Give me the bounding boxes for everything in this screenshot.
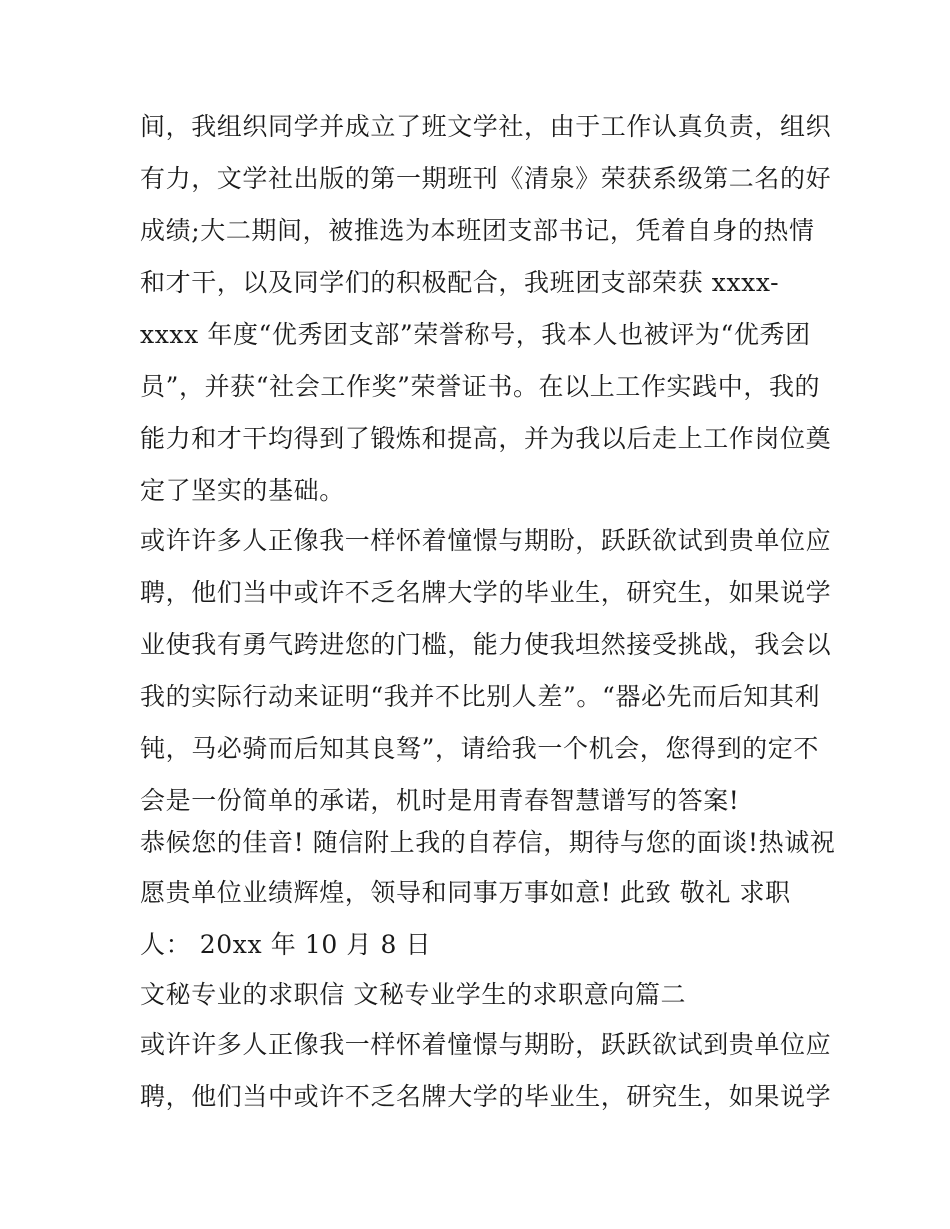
text-line: 愿贵单位业绩辉煌，领导和同事万事如意! 此致 敬礼 求职 [140, 878, 791, 907]
text-line: 钝，马必骑而后知其良驽”，请给我一个机会，您得到的定不 [140, 734, 819, 763]
text-line: 会是一份简单的承诺，机时是用青春智慧谱写的答案! [140, 786, 740, 815]
text-line: 我的实际行动来证明“我并不比别人差”。“器必先而后知其利 [140, 682, 821, 711]
text-line: 恭候您的佳音! 随信附上我的自荐信，期待与您的面谈!热诚祝 [140, 828, 836, 857]
text-line: 员”，并获“社会工作奖”荣誉证书。在以上工作实践中，我的 [140, 372, 821, 401]
text-line: 或许许多人正像我一样怀着憧憬与期盼，跃跃欲试到贵单位应 [140, 1030, 832, 1059]
text-line: 有力，文学社出版的第一期班刊《清泉》荣获系级第二名的好 [140, 164, 832, 193]
text-line: 聘，他们当中或许不乏名牌大学的毕业生，研究生，如果说学 [140, 578, 832, 607]
text-line: 业使我有勇气跨进您的门槛，能力使我坦然接受挑战，我会以 [140, 630, 832, 659]
text-line: 和才干，以及同学们的积极配合，我班团支部荣获 xxxx- [140, 268, 780, 297]
text-line: 或许许多人正像我一样怀着憧憬与期盼，跃跃欲试到贵单位应 [140, 526, 832, 555]
text-line: 间，我组织同学并成立了班文学社，由于工作认真负责，组织 [140, 112, 832, 141]
text-line: 能力和才干均得到了锻炼和提高，并为我以后走上工作岗位奠 [140, 424, 832, 453]
section-title: 文秘专业的求职信 文秘专业学生的求职意向篇二 [140, 980, 687, 1009]
text-line: 成绩;大二期间，被推选为本班团支部书记，凭着自身的热情 [140, 216, 815, 245]
text-line: 聘，他们当中或许不乏名牌大学的毕业生，研究生，如果说学 [140, 1082, 832, 1111]
text-line: xxxx 年度“优秀团支部”荣誉称号，我本人也被评为“优秀团 [140, 320, 811, 349]
text-line: 定了坚实的基础。 [140, 476, 345, 505]
signature-date-line: 人： 20xx 年 10 月 8 日 [140, 930, 432, 959]
